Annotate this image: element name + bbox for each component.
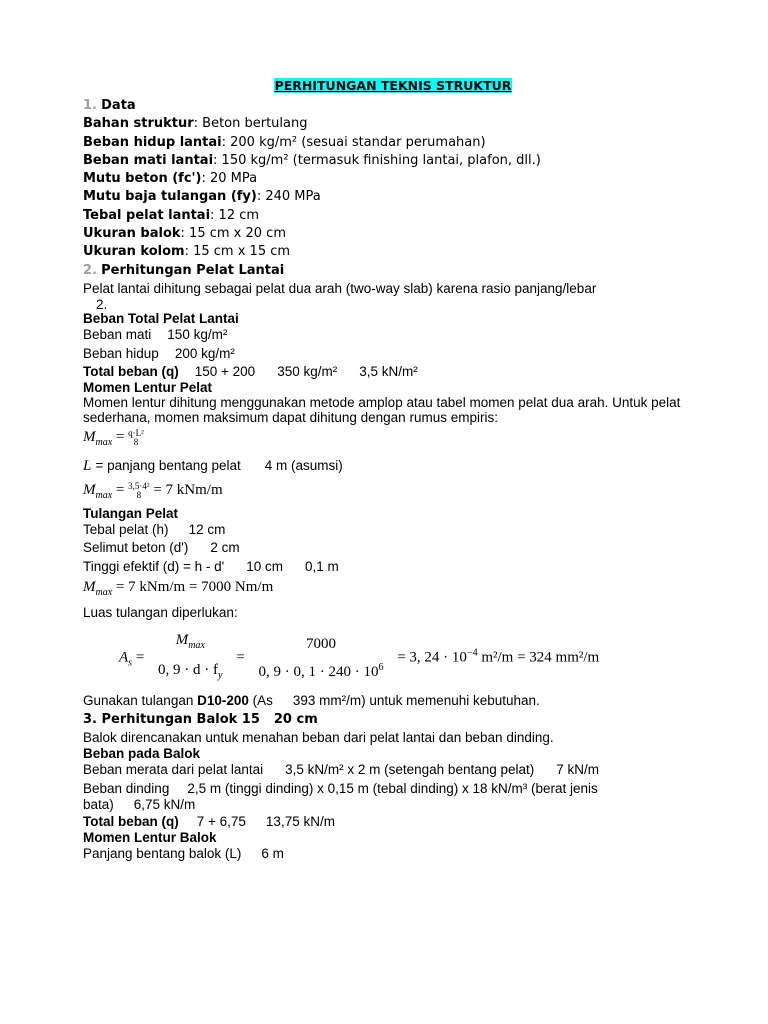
- span-length-line: L = panjang bentang pelat 4 m (asumsi): [83, 458, 343, 475]
- balok-description: Balok direncanakan untuk menahan beban dari pelat lantai dan beban dinding.: [83, 729, 554, 745]
- formula-mmax-nm: $M_{max} = 7$ kNm/m = 7000 Nm/m: [83, 579, 274, 599]
- formula-mmax: $M_{max}$ = q·L² 8: [83, 427, 144, 449]
- data-label-bahan: Bahan struktur: [83, 116, 194, 132]
- data-label-mutu-beton: Mutu beton (fc'): [83, 171, 202, 187]
- beban-balok-heading: Beban pada Balok: [83, 746, 201, 762]
- section-1-number: 1.: [83, 98, 97, 113]
- section-2-number: 2.: [83, 262, 97, 278]
- tulangan-heading: Tulangan Pelat: [83, 506, 179, 522]
- momen-description: Momen lentur dihitung menggunakan metode amplop atau tabel momen pelat dua arah. Untuk pelat sederhana, momen maksimum dapat dihitung dengan rumus empiris:: [83, 395, 681, 426]
- document-page: PERHITUNGAN TEKNIS STRUKTUR 1. Data Bahan struktur: Beton bertulang Beban hidup lantai: 200 kg/m² (sesuai standar perumahan) Beban mati lantai: 150 kg/m² (termasuk finishing lantai, plafon, dll.) Mutu beton (fc'): 20 MPa Mutu baja tulangan (fy): 240 MPa Tebal pelat lantai: 12 cm Ukuran balok: 15 cm x 20 cm Ukuran kolom: 15 cm x 15 cm 2. Perhitungan Pelat Lantai Pelat lantai dihitung sebagai pelat dua arah (two-way slab) karena rasio panjang/lebar 2. Beban Total Pelat Lantai Beban mati 150 kg/m² Beban hidup 200 kg/m² Total beban (q) 150 + 200 350 kg/m² 3,5 kN/m² Momen Lentur Pelat Momen lentur dihitung menggunakan metode amplop atau tabel momen pelat dua arah. Untuk pelat sederhana, momen maksimum dapat dihitung dengan rumus empiris: $M_{max}$ = q·L² 8 L = panjang bentang pelat 4 m (asumsi) $M_{max}$ = 3,5·4² 8 = 7 kNm/m Tulangan Pelat Tebal pelat (h) 12 cm Selimut beton (d') 2 cm Tinggi efektif (d) = h - d' 10 cm 0,1 m $M_{max} = 7$ kNm/m = 7000 Nm/m Luas tulangan diperlukan: $A_s$ = $M_{max}$ 0, $9 \cdot d \cdot f_y$ = 7000 0, 9 · 0, $1 \cdot 240 \cdot 10^6$ = 3, $24 \cdot 10^{-4}$ m²/m = 324 mm²/m Gunakan tulangan D10-200 (As 393 mm²/m) untuk memenuhi kebutuhan. 3. Perhitungan Balok 15 20 cm Balok direncanakan untuk menahan beban dari pelat lantai dan beban dinding. Beban pada Balok Beban merata dari pelat lantai 3,5 kN/m² x 2 m (setengah bentang pelat) 7 kN/m Beban dinding 2,5 m (tinggi dinding) x 0,15 m (tebal dinding) x 18 kN/m³ (berat jenis bata) 6,75 kN/m Total beban (q) 7 + 6,75 13,75 kN/m Momen Lentur Balok Panjang bentang balok (L) 6 m: [83, 78, 703, 863]
- formula-mmax-value: $M_{max}$ = 3,5·4² 8 = 7 kNm/m: [83, 480, 223, 502]
- data-label-mutu-baja: Mutu baja tulangan (fy): [83, 189, 257, 205]
- beban-total-heading: Beban Total Pelat Lantai: [83, 311, 239, 327]
- gunakan-line: Gunakan tulangan D10-200 (As 393 mm²/m) untuk memenuhi kebutuhan.: [83, 693, 540, 709]
- section-1-heading: Data: [101, 98, 136, 113]
- data-label-ukuran-balok: Ukuran balok: [83, 226, 181, 242]
- data-label-ukuran-kolom: Ukuran kolom: [83, 244, 185, 260]
- slab-description: Pelat lantai dihitung sebagai pelat dua arah (two-way slab) karena rasio panjang/lebar: [83, 280, 597, 296]
- luas-text: Luas tulangan diperlukan:: [83, 605, 238, 621]
- data-label-tebal-pelat: Tebal pelat lantai: [83, 207, 211, 223]
- section-3-heading: 3. Perhitungan Balok 15: [83, 711, 260, 727]
- momen-heading: Momen Lentur Pelat: [83, 380, 213, 396]
- data-label-beban-mati: Beban mati lantai: [83, 152, 214, 168]
- data-label-beban-hidup: Beban hidup lantai: [83, 134, 222, 150]
- momen-balok-heading: Momen Lentur Balok: [83, 829, 217, 845]
- document-title: PERHITUNGAN TEKNIS STRUKTUR: [274, 78, 512, 93]
- formula-as: $A_s$ = $M_{max}$ 0, $9 \cdot d \cdot f_y$ = 7000 0, 9 · 0, $1 \cdot 240 \cdot 10^6$ = 3, $24 \cdot 10^{-4}$ m²/m = 324 mm²/m: [119, 632, 600, 682]
- section-2-heading: Perhitungan Pelat Lantai: [101, 262, 285, 278]
- slab-description-end: 2.: [96, 297, 108, 313]
